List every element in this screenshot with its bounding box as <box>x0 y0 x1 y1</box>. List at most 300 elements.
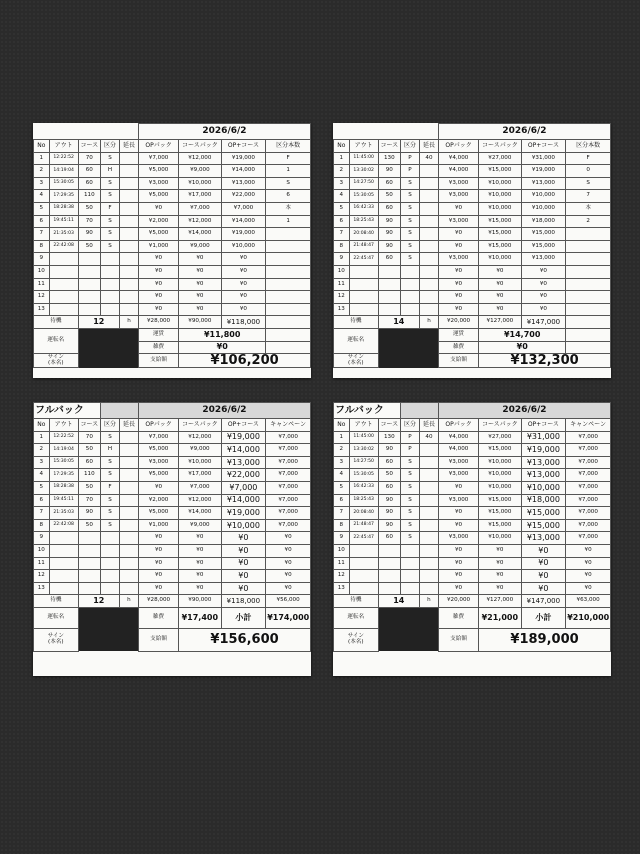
table-cell: ¥7,000 <box>566 532 611 545</box>
table-cell: ¥7,000 <box>221 202 266 215</box>
table-cell: ¥0 <box>138 202 178 215</box>
table-cell <box>119 228 138 241</box>
table-cell: 12 <box>34 570 50 583</box>
table-cell: S <box>401 494 420 507</box>
table-cell: ¥5,000 <box>138 190 178 203</box>
table-cell: S <box>400 240 419 253</box>
column-header: 延長 <box>119 140 138 153</box>
table-cell: ¥14,000 <box>221 444 266 457</box>
fare-label: 運賃 <box>138 328 178 341</box>
table-cell <box>49 278 78 291</box>
table-cell: ¥0 <box>521 303 566 316</box>
table-cell: P <box>400 152 419 165</box>
table-cell: ¥14,000 <box>221 165 266 178</box>
table-cell: ¥4,000 <box>438 152 478 165</box>
table-cell <box>566 265 611 278</box>
column-header: No <box>334 140 350 153</box>
table-cell <box>101 557 120 570</box>
table-cell: ¥0 <box>221 532 266 545</box>
table-cell <box>419 582 438 595</box>
table-cell <box>49 253 78 266</box>
table-cell: ¥0 <box>221 557 266 570</box>
table-cell <box>349 303 378 316</box>
table-cell: ¥0 <box>521 544 566 557</box>
table-cell: ¥17,000 <box>179 469 221 482</box>
table-cell <box>566 253 611 266</box>
column-header: 延長 <box>119 419 138 432</box>
table-cell <box>401 570 420 583</box>
table-cell: ¥3,000 <box>438 215 478 228</box>
column-header: キャンペーン <box>266 419 311 432</box>
subtotal-label: 小計 <box>521 607 566 628</box>
column-header: 区分本数 <box>566 140 611 153</box>
table-cell: ¥13,000 <box>221 456 266 469</box>
table-cell: 12 <box>334 291 350 304</box>
table-cell <box>119 557 138 570</box>
table-cell <box>419 303 438 316</box>
table-cell: ¥0 <box>438 228 478 241</box>
table-cell: S <box>266 177 311 190</box>
table-cell: ¥9,000 <box>179 165 221 178</box>
table-cell: ¥13,000 <box>521 532 566 545</box>
table-cell: ¥13,000 <box>521 456 566 469</box>
table-cell: 8 <box>34 519 50 532</box>
table-cell <box>49 582 78 595</box>
paid-value: ¥189,000 <box>479 628 611 651</box>
table-cell: ¥0 <box>221 253 266 266</box>
table-cell: ¥0 <box>479 544 521 557</box>
wait-label: 待機 <box>334 316 379 329</box>
table-cell: ¥13,000 <box>521 253 566 266</box>
table-cell <box>378 557 400 570</box>
table-cell: 60 <box>78 177 100 190</box>
table-cell: 6 <box>334 215 350 228</box>
table-cell <box>401 544 420 557</box>
table-cell: ¥3,000 <box>438 494 478 507</box>
table-cell: ¥0 <box>179 570 221 583</box>
table-cell: S <box>101 494 120 507</box>
table-cell: 90 <box>78 507 100 520</box>
sum-course: ¥127,000 <box>479 595 521 608</box>
table-cell: 6 <box>34 494 50 507</box>
table-cell <box>49 532 78 545</box>
table-cell: ¥7,000 <box>266 469 311 482</box>
table-cell: ¥10,000 <box>521 190 566 203</box>
table-cell: ¥12,000 <box>179 152 221 165</box>
table-cell: ¥0 <box>438 202 478 215</box>
misc-value: ¥0 <box>179 341 266 354</box>
table-cell: ¥10,000 <box>479 532 521 545</box>
table-cell: 本 <box>266 202 311 215</box>
column-header: 区分本数 <box>266 140 311 153</box>
table-cell: 13 <box>334 303 350 316</box>
report-title: フルバック <box>34 403 101 419</box>
table-cell: 3 <box>334 456 350 469</box>
table-cell <box>378 265 400 278</box>
table-cell: 3 <box>34 456 50 469</box>
sheet-bottom-left <box>33 402 311 676</box>
driver-label: 運転名 <box>334 328 379 353</box>
table-cell: ¥0 <box>438 507 478 520</box>
table-cell: ¥15,000 <box>479 494 521 507</box>
table-cell <box>378 582 400 595</box>
column-header: コース <box>378 419 400 432</box>
table-cell: 22:45:47 <box>349 253 378 266</box>
table-cell: 90 <box>378 507 400 520</box>
blank <box>266 328 311 341</box>
table-cell: 8 <box>334 240 350 253</box>
table-cell <box>119 303 138 316</box>
table-cell: 5 <box>34 202 50 215</box>
table-cell: S <box>100 228 119 241</box>
table-cell: ¥9,000 <box>179 444 221 457</box>
table-cell: 3 <box>334 177 350 190</box>
table-cell: 11 <box>334 557 350 570</box>
table-cell <box>419 532 438 545</box>
sheet-top-left <box>33 123 311 378</box>
table-cell: ¥0 <box>479 278 521 291</box>
table-cell <box>266 228 311 241</box>
table-cell <box>419 190 438 203</box>
table-cell <box>119 507 138 520</box>
table-cell: ¥7,000 <box>179 481 221 494</box>
table-cell <box>419 202 438 215</box>
table-cell <box>378 544 400 557</box>
table-cell: ¥7,000 <box>566 444 611 457</box>
table-cell: ¥3,000 <box>138 177 178 190</box>
column-header: No <box>334 419 350 432</box>
table-cell: ¥0 <box>521 278 566 291</box>
column-header: No <box>34 140 50 153</box>
table-cell: 11 <box>34 557 50 570</box>
table-cell: 2 <box>34 444 50 457</box>
table-cell: ¥0 <box>479 303 521 316</box>
paid-label: 支給額 <box>438 628 478 651</box>
table-cell: H <box>100 165 119 178</box>
sum-op: ¥20,000 <box>438 595 478 608</box>
table-cell: ¥0 <box>266 557 311 570</box>
table-cell: 18:25:43 <box>349 215 378 228</box>
table-cell: 4 <box>34 190 50 203</box>
table-cell: ¥22,000 <box>221 469 266 482</box>
table-cell: ¥5,000 <box>138 228 178 241</box>
wait-unit: h <box>419 595 438 608</box>
table-cell: ¥0 <box>179 582 221 595</box>
table-cell: ¥0 <box>221 265 266 278</box>
table-cell <box>78 570 100 583</box>
column-header: アウト <box>349 140 378 153</box>
column-header: OPパック <box>138 140 178 153</box>
table-cell: 13 <box>334 582 350 595</box>
table-cell: 60 <box>378 532 400 545</box>
table-cell: ¥18,000 <box>521 494 566 507</box>
table-cell <box>566 278 611 291</box>
table-cell: ¥15,000 <box>521 228 566 241</box>
table-cell: ¥19,000 <box>221 228 266 241</box>
table-cell: 8 <box>334 519 350 532</box>
table-cell <box>266 240 311 253</box>
sheet-bottom-right <box>333 402 611 676</box>
table-cell <box>419 507 438 520</box>
table-cell: ¥2,000 <box>138 215 178 228</box>
table-cell: ¥19,000 <box>221 507 266 520</box>
table-cell: 13:30:02 <box>349 444 378 457</box>
table-cell <box>378 303 400 316</box>
table-cell: ¥0 <box>266 544 311 557</box>
table-cell: 60 <box>78 456 100 469</box>
table-cell <box>400 265 419 278</box>
table-cell: 1 <box>334 152 350 165</box>
table-cell: ¥7,000 <box>566 469 611 482</box>
table-cell: ¥10,000 <box>479 190 521 203</box>
table-cell: ¥27,000 <box>479 152 521 165</box>
table-cell: 90 <box>378 444 400 457</box>
table-cell: 22:45:47 <box>349 532 378 545</box>
fare-value: ¥11,800 <box>179 328 266 341</box>
table-cell: ¥0 <box>179 253 221 266</box>
table-cell: ¥5,000 <box>138 165 178 178</box>
table-cell: S <box>100 177 119 190</box>
table-cell <box>119 444 138 457</box>
table-cell: 70 <box>78 215 100 228</box>
table-cell: S <box>401 456 420 469</box>
table-cell: ¥0 <box>521 291 566 304</box>
report-title: フルバック <box>334 403 401 419</box>
table-cell: 11:45:00 <box>349 152 378 165</box>
misc-label: 雑費 <box>438 607 478 628</box>
table-cell: ¥14,000 <box>179 507 221 520</box>
table-cell: ¥15,000 <box>479 215 521 228</box>
table-cell: 90 <box>78 228 100 241</box>
table-cell <box>378 278 400 291</box>
table-cell <box>101 582 120 595</box>
table-cell: ¥9,000 <box>179 240 221 253</box>
table-cell <box>378 291 400 304</box>
table-cell: 17:29:35 <box>49 469 78 482</box>
table-cell: 22:42:08 <box>49 519 78 532</box>
wait-unit: h <box>119 595 138 608</box>
column-header: コース <box>378 140 400 153</box>
table-cell: 18:28:38 <box>49 202 78 215</box>
table-cell <box>119 469 138 482</box>
table-cell: ¥27,000 <box>479 431 521 444</box>
table-cell <box>349 544 378 557</box>
table-cell: S <box>401 519 420 532</box>
table-cell: 15:30:05 <box>349 190 378 203</box>
table-cell: ¥0 <box>479 557 521 570</box>
table-cell: 20:08:40 <box>349 228 378 241</box>
table-cell <box>49 291 78 304</box>
table-cell: S <box>401 507 420 520</box>
table-cell: 2 <box>34 165 50 178</box>
table-cell <box>119 582 138 595</box>
table-cell: S <box>566 177 611 190</box>
table-cell: ¥0 <box>138 253 178 266</box>
table-cell: ¥7,000 <box>266 431 311 444</box>
wait-value: 14 <box>378 316 419 329</box>
table-cell <box>78 544 100 557</box>
table-cell: ¥0 <box>438 481 478 494</box>
table-cell: 90 <box>378 228 400 241</box>
table-cell <box>49 265 78 278</box>
table-cell: ¥0 <box>438 557 478 570</box>
table-cell: ¥15,000 <box>521 507 566 520</box>
table-cell: ¥10,000 <box>221 519 266 532</box>
table-cell: 50 <box>78 519 100 532</box>
sum-total: ¥147,000 <box>521 316 566 329</box>
table-cell: ¥12,000 <box>179 215 221 228</box>
table-cell <box>49 570 78 583</box>
table-cell <box>119 253 138 266</box>
column-header: OPパック <box>438 419 478 432</box>
table-cell: ¥10,000 <box>479 481 521 494</box>
table-cell <box>419 265 438 278</box>
table-cell <box>419 278 438 291</box>
table-cell: 12:22:52 <box>49 152 78 165</box>
table-cell <box>419 240 438 253</box>
table-cell <box>119 431 138 444</box>
table-cell: 60 <box>378 456 400 469</box>
table-cell: 50 <box>78 481 100 494</box>
misc-value: ¥21,000 <box>479 607 521 628</box>
table-cell <box>566 228 611 241</box>
table-cell: S <box>101 456 120 469</box>
table-cell: 18:28:38 <box>49 481 78 494</box>
subtotal-value: ¥210,000 <box>566 607 611 628</box>
table-cell: ¥31,000 <box>521 152 566 165</box>
table-cell: 70 <box>78 494 100 507</box>
table-cell: ¥14,000 <box>221 494 266 507</box>
table-cell: ¥0 <box>438 519 478 532</box>
table-cell: ¥3,000 <box>138 456 178 469</box>
table-cell: F <box>266 152 311 165</box>
table-cell: ¥0 <box>266 582 311 595</box>
table-cell: 12:22:52 <box>49 431 78 444</box>
table-cell: ¥19,000 <box>521 165 566 178</box>
table-cell <box>266 278 311 291</box>
table-cell <box>49 303 78 316</box>
table-cell: ¥10,000 <box>479 253 521 266</box>
table-cell: 7 <box>334 507 350 520</box>
table-cell: H <box>101 444 120 457</box>
table-cell: ¥4,000 <box>438 431 478 444</box>
fare-label: 運賃 <box>438 328 478 341</box>
table-cell: ¥15,000 <box>479 444 521 457</box>
table-cell: ¥7,000 <box>179 202 221 215</box>
column-header: コース <box>78 140 100 153</box>
table-cell: 6 <box>34 215 50 228</box>
table-cell: S <box>100 152 119 165</box>
table-cell: 19:45:11 <box>49 494 78 507</box>
table-cell: 10 <box>34 265 50 278</box>
sign-label: サイン (本名) <box>34 354 79 368</box>
sum-op: ¥28,000 <box>138 595 178 608</box>
table-cell: 1 <box>34 152 50 165</box>
table-cell <box>119 544 138 557</box>
table-cell <box>419 291 438 304</box>
table-cell: 50 <box>78 444 100 457</box>
table-cell <box>566 291 611 304</box>
table-cell: ¥17,000 <box>179 190 221 203</box>
table-cell <box>419 557 438 570</box>
table-cell: ¥1,000 <box>138 240 178 253</box>
table-cell: S <box>100 215 119 228</box>
table-cell: 16:42:33 <box>349 202 378 215</box>
table-cell <box>349 557 378 570</box>
table-cell: ¥0 <box>266 570 311 583</box>
table-cell: ¥0 <box>221 544 266 557</box>
redacted-name <box>378 328 438 367</box>
table-cell: S <box>400 202 419 215</box>
table-cell: 1 <box>266 165 311 178</box>
table-cell <box>419 165 438 178</box>
driver-report-table <box>33 402 311 652</box>
table-cell: ¥15,000 <box>521 240 566 253</box>
table-cell: ¥13,000 <box>221 177 266 190</box>
table-cell <box>349 291 378 304</box>
table-cell <box>119 291 138 304</box>
table-cell: ¥0 <box>221 582 266 595</box>
table-cell: 21:35:03 <box>49 507 78 520</box>
column-header: コースパック <box>179 140 221 153</box>
column-header: OP+コース <box>221 140 266 153</box>
column-header: OP+コース <box>521 140 566 153</box>
table-cell: 0 <box>566 165 611 178</box>
table-cell: ¥14,000 <box>221 215 266 228</box>
table-cell: S <box>400 228 419 241</box>
table-cell: ¥5,000 <box>138 507 178 520</box>
table-cell <box>100 291 119 304</box>
table-cell: 1 <box>334 431 350 444</box>
sum-course: ¥90,000 <box>179 595 221 608</box>
table-cell: 5 <box>334 481 350 494</box>
driver-label: 運転名 <box>334 607 379 628</box>
table-cell: ¥0 <box>138 582 178 595</box>
table-cell <box>119 152 138 165</box>
paid-label: 支給額 <box>438 354 478 368</box>
column-header: コースパック <box>479 419 521 432</box>
table-cell: ¥0 <box>221 570 266 583</box>
table-cell <box>78 557 100 570</box>
fare-value: ¥14,700 <box>479 328 566 341</box>
table-cell: ¥4,000 <box>438 165 478 178</box>
table-cell: 60 <box>378 481 400 494</box>
table-cell: ¥0 <box>138 544 178 557</box>
table-cell <box>378 570 400 583</box>
table-cell: ¥0 <box>438 303 478 316</box>
table-cell: ¥0 <box>138 532 178 545</box>
table-cell: ¥0 <box>221 291 266 304</box>
misc-label: 雑費 <box>138 607 178 628</box>
table-cell <box>349 278 378 291</box>
column-header: 区分 <box>400 140 419 153</box>
table-cell: ¥7,000 <box>266 519 311 532</box>
table-cell: S <box>101 469 120 482</box>
table-cell: ¥22,000 <box>221 190 266 203</box>
table-cell: 13 <box>34 303 50 316</box>
table-cell <box>400 278 419 291</box>
table-cell <box>566 303 611 316</box>
table-cell <box>419 456 438 469</box>
table-cell: ¥0 <box>179 265 221 278</box>
table-cell: ¥3,000 <box>438 190 478 203</box>
table-cell: 22:42:08 <box>49 240 78 253</box>
table-cell: 60 <box>378 202 400 215</box>
table-cell <box>349 265 378 278</box>
table-cell: 21:48:47 <box>349 240 378 253</box>
driver-report-table <box>333 402 611 652</box>
table-cell: 50 <box>378 190 400 203</box>
